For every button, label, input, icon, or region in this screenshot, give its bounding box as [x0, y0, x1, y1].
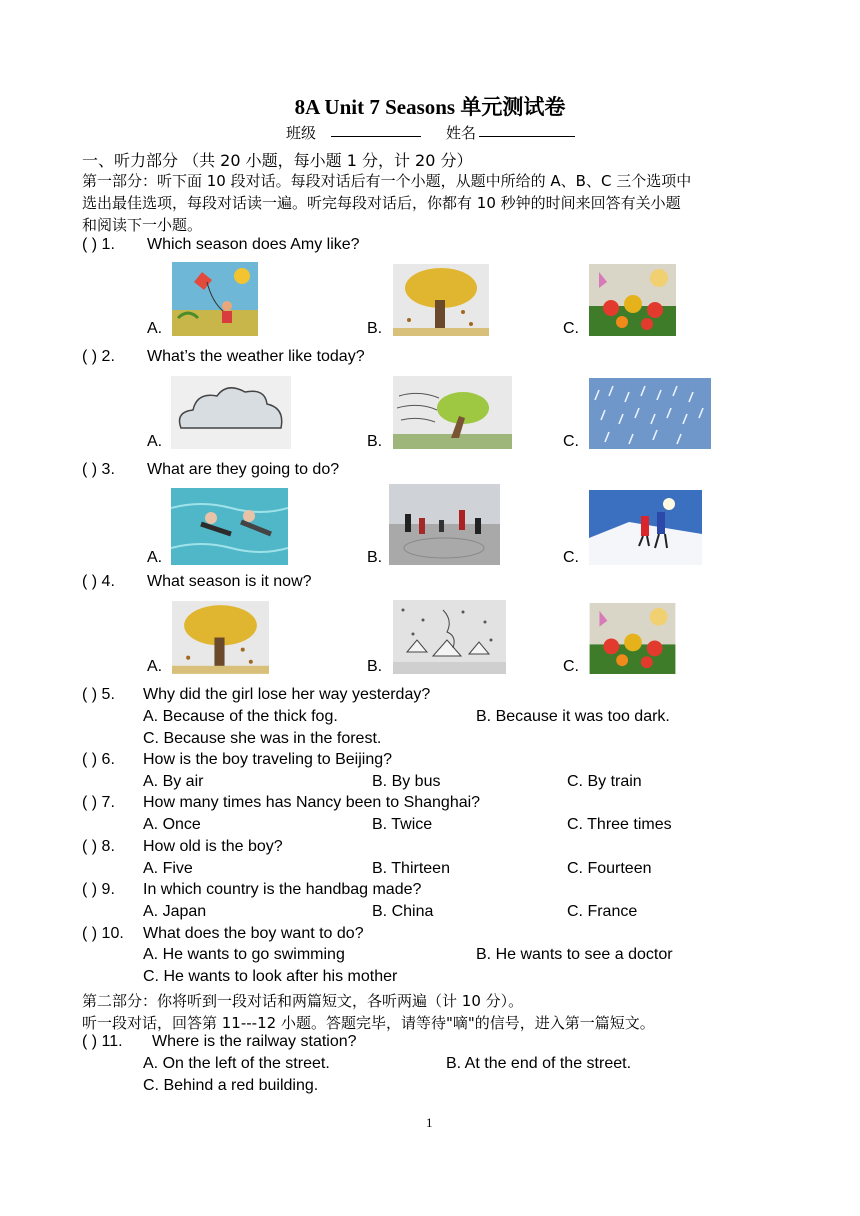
option-a: A. By air: [143, 773, 204, 790]
spring-flowers-image[interactable]: [589, 264, 676, 336]
option-b: B. By bus: [372, 773, 441, 790]
kite-on-grass-image[interactable]: [172, 262, 258, 336]
option-b: B. China: [372, 903, 434, 920]
name-label: 姓名: [446, 124, 477, 142]
cloud-image[interactable]: [171, 376, 291, 449]
question-number[interactable]: ( ) 6.: [82, 751, 115, 768]
option-c: C. Fourteen: [567, 860, 652, 877]
question-text: Which season does Amy like?: [147, 236, 360, 253]
swimming-photo[interactable]: [171, 488, 288, 565]
option-c: C. France: [567, 903, 638, 920]
question-number[interactable]: ( ) 7.: [82, 794, 115, 811]
option-a: A. On the left of the street.: [143, 1055, 330, 1072]
part2-instructions: 听一段对话，回答第 11---12 小题。答题完毕，请等待"嘀"的信号，进入第一篇短文。: [82, 1014, 655, 1032]
option-b: B. Twice: [372, 816, 433, 833]
question-number[interactable]: ( ) 3.: [82, 461, 115, 478]
option-a: A. Because of the thick fog.: [143, 708, 338, 725]
option-c-label: C.: [563, 433, 579, 450]
question-text: What’s the weather like today?: [147, 348, 365, 365]
option-c: C. By train: [567, 773, 642, 790]
option-c-label: C.: [563, 658, 579, 675]
name-blank[interactable]: [479, 122, 575, 137]
option-b-label: B.: [367, 658, 383, 675]
option-c: C. Three times: [567, 816, 672, 833]
question-text: In which country is the handbag made?: [143, 881, 422, 898]
question-number[interactable]: ( ) 11.: [82, 1033, 123, 1050]
instructions-line-3: 和阅读下一小题。: [82, 216, 203, 234]
spring-flowers-image[interactable]: [589, 603, 676, 674]
option-c: C. Behind a red building.: [143, 1077, 319, 1094]
skating-photo[interactable]: [389, 484, 500, 565]
question-text: How many times has Nancy been to Shanghai?: [143, 794, 481, 811]
class-label: 班级: [286, 124, 317, 142]
question-number[interactable]: ( ) 4.: [82, 573, 115, 590]
question-text: Where is the railway station?: [152, 1033, 357, 1050]
question-number[interactable]: ( ) 9.: [82, 881, 115, 898]
autumn-tree-image[interactable]: [172, 601, 269, 674]
skiing-photo[interactable]: [589, 490, 702, 565]
question-text: Why did the girl lose her way yesterday?: [143, 686, 431, 703]
page-title: 8A Unit 7 Seasons 单元测试卷: [294, 95, 566, 119]
rain-image[interactable]: [589, 378, 711, 449]
question-number[interactable]: ( ) 1.: [82, 236, 115, 253]
section-heading: 一、听力部分 （共 20 小题，每小题 1 分，计 20 分）: [82, 151, 473, 170]
option-a-label: A.: [147, 658, 163, 675]
option-b: B. He wants to see a doctor: [476, 946, 673, 963]
question-text: What season is it now?: [147, 573, 312, 590]
option-b-label: B.: [367, 320, 383, 337]
page-number: 1: [426, 1115, 433, 1130]
question-text: What does the boy want to do?: [143, 925, 364, 942]
option-a-label: A.: [147, 433, 163, 450]
option-a-label: A.: [147, 320, 163, 337]
option-c: C. He wants to look after his mother: [143, 968, 398, 985]
question-text: What are they going to do?: [147, 461, 340, 478]
question-number[interactable]: ( ) 2.: [82, 348, 115, 365]
question-text: How is the boy traveling to Beijing?: [143, 751, 393, 768]
option-a: A. Japan: [143, 903, 207, 920]
autumn-tree-image[interactable]: [393, 264, 489, 336]
option-b: B. At the end of the street.: [446, 1055, 632, 1072]
question-number[interactable]: ( ) 8.: [82, 838, 115, 855]
option-c-label: C.: [563, 549, 579, 566]
option-a: A. He wants to go swimming: [143, 946, 345, 963]
class-blank[interactable]: [331, 122, 421, 137]
option-b-label: B.: [367, 433, 383, 450]
instructions-line-2: 选出最佳选项，每段对话读一遍。听完每段对话后，你都有 10 秒钟的时间来回答有关小题: [82, 194, 681, 212]
option-a: A. Once: [143, 816, 201, 833]
question-number[interactable]: ( ) 5.: [82, 686, 115, 703]
option-a-label: A.: [147, 549, 163, 566]
part2-heading: 第二部分：你将听到一段对话和两篇短文，各听两遍（计 10 分）。: [82, 992, 524, 1010]
option-a: A. Five: [143, 860, 193, 877]
question-number[interactable]: ( ) 10.: [82, 925, 124, 942]
instructions-line-1: 第一部分：听下面 10 段对话。每段对话后有一个小题，从题中所给的 A、B、C 三个选项中: [82, 172, 692, 190]
option-b: B. Thirteen: [372, 860, 450, 877]
option-c: C. Because she was in the forest.: [143, 730, 382, 747]
question-text: How old is the boy?: [143, 838, 283, 855]
option-b-label: B.: [367, 549, 383, 566]
option-b: B. Because it was too dark.: [476, 708, 670, 725]
windy-tree-image[interactable]: [393, 376, 512, 449]
option-c-label: C.: [563, 320, 579, 337]
snowy-village-image[interactable]: [393, 600, 506, 674]
